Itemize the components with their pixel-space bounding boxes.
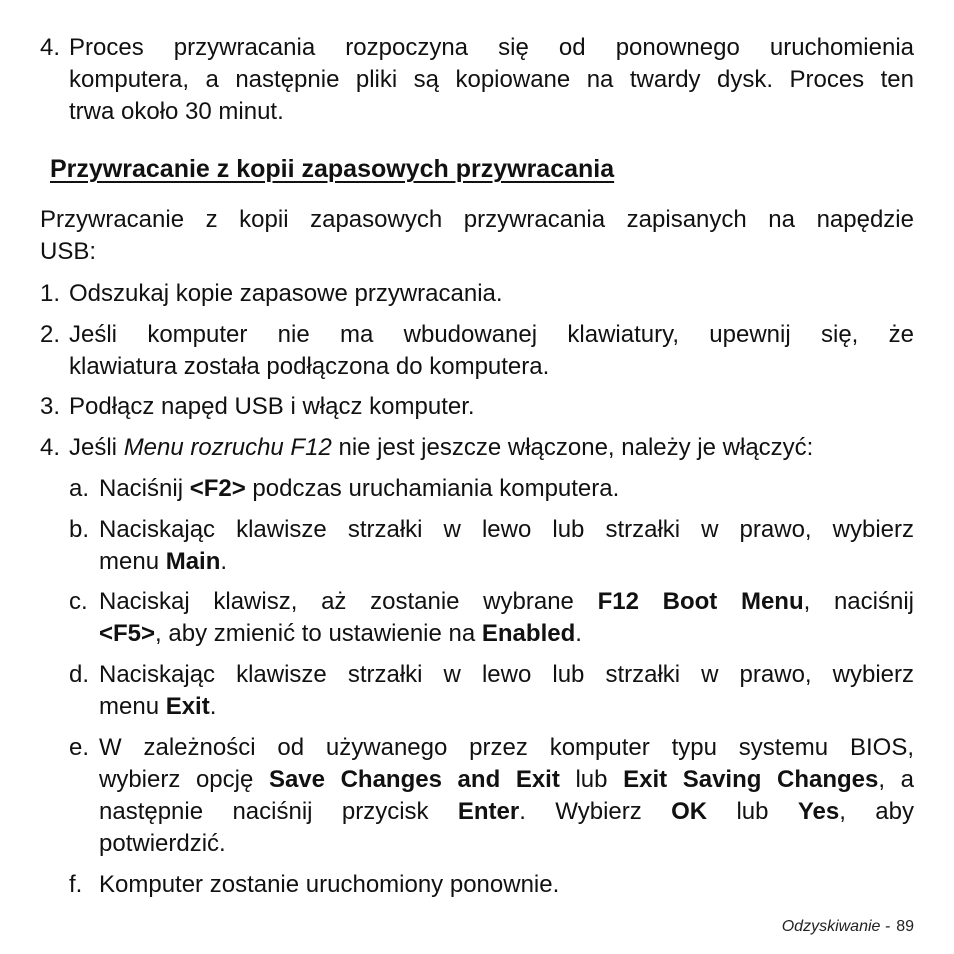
substep-text: [99, 586, 914, 650]
step-text: [69, 319, 914, 383]
text-line: Komputer zostanie uruchomiony ponownie.: [99, 871, 560, 898]
substep-text: [99, 659, 914, 723]
step-number: 1.: [40, 280, 61, 307]
text-run: wybierz opcję: [99, 766, 269, 793]
text-run: podczas uruchamiania komputera.: [245, 475, 620, 502]
substep-text: [99, 869, 914, 901]
text-run: .: [575, 620, 582, 647]
substep-text: [99, 732, 914, 860]
step-text: [69, 32, 914, 128]
step-number: 2.: [40, 321, 61, 348]
footer-section-name: Odzyskiwanie -: [781, 918, 891, 935]
substep-label: b.: [69, 516, 90, 543]
text-line: Naciskając klawisze strzałki w lewo lub strzałki w prawo, wybierz: [99, 516, 914, 543]
text-run: lub: [707, 798, 798, 825]
text-line: [99, 586, 914, 618]
text-line: [99, 764, 914, 796]
text-line: [99, 796, 914, 828]
setting-value: Enabled: [481, 620, 576, 647]
text-line: Proces przywracania rozpoczyna się od ponownego uruchomienia: [69, 34, 914, 61]
text-line: Naciskając klawisze strzałki w lewo lub strzałki w prawo, wybierz: [99, 661, 914, 688]
text-line: Podłącz napęd USB i włącz komputer.: [69, 393, 475, 420]
substep-text: [99, 514, 914, 578]
text-run: .: [220, 548, 228, 575]
option-name: OK: [671, 798, 708, 825]
step-text: [69, 432, 914, 464]
menu-option: Save Changes and Exit: [268, 766, 560, 793]
text-line: klawiatura została podłączona do komputera.: [69, 353, 550, 380]
text-run: . Wybierz: [519, 798, 672, 825]
text-run: Naciskaj klawisz, aż zostanie wybrane: [99, 588, 598, 615]
text-line: potwierdzić.: [99, 830, 226, 857]
key-name: Enter: [457, 798, 520, 825]
text-line: trwa około 30 minut.: [69, 98, 284, 125]
page-footer: [782, 918, 914, 936]
text-run: Jeśli: [69, 434, 118, 461]
text-run: .: [209, 693, 217, 720]
menu-option: F12 Boot Menu: [597, 588, 804, 615]
text-run: menu: [99, 548, 166, 575]
text-line: [99, 618, 914, 650]
text-run: nie jest jeszcze włączone, należy je włączyć:: [338, 434, 814, 461]
text-line: W zależności od używanego przez komputer typu systemu BIOS,: [99, 734, 914, 761]
substep-label: e.: [69, 734, 90, 761]
text-line: [99, 546, 914, 578]
menu-name-italic: Menu rozruchu F12: [123, 434, 332, 461]
text-run: Naciśnij: [99, 475, 190, 502]
text-line: Przywracanie z kopii zapasowych przywracania zapisanych na napędzie: [40, 206, 914, 233]
text-run: następnie naciśnij przycisk: [99, 798, 458, 825]
text-run: lub: [559, 766, 624, 793]
step-text: [69, 391, 914, 423]
menu-name: Main: [165, 548, 221, 575]
section-heading: Przywracanie z kopii zapasowych przywracania: [50, 155, 615, 183]
menu-name: Exit: [165, 693, 210, 720]
text-run: , aby zmienić to ustawienie na: [155, 620, 482, 647]
step-text: [69, 278, 914, 310]
substep-label: d.: [69, 661, 90, 688]
text-line: [99, 473, 914, 505]
text-line: Jeśli komputer nie ma wbudowanej klawiatury, upewnij się, że: [69, 321, 914, 348]
text-run: menu: [99, 693, 166, 720]
key-name: <F5>: [99, 620, 156, 647]
text-run: , naciśnij: [803, 588, 914, 615]
option-name: Yes: [797, 798, 840, 825]
step-number: 4.: [40, 434, 61, 461]
substep-label: c.: [69, 588, 88, 615]
text-run: , aby: [839, 798, 914, 825]
text-line: USB:: [40, 238, 97, 265]
substep-label: a.: [69, 475, 90, 502]
menu-option: Exit Saving Changes: [623, 766, 879, 793]
text-line: komputera, a następnie pliki są kopiowane na twardy dysk. Proces ten: [69, 66, 914, 93]
text-line: [69, 432, 914, 464]
text-line: [99, 691, 914, 723]
text-run: , a: [878, 766, 914, 793]
step-number: 4.: [40, 34, 61, 61]
page-number: 89: [896, 918, 914, 935]
substep-text: [99, 473, 914, 505]
text-line: Odszukaj kopie zapasowe przywracania.: [69, 280, 503, 307]
step-number: 3.: [40, 393, 61, 420]
section-intro: [40, 204, 914, 268]
key-name: <F2>: [189, 475, 246, 502]
substep-label: f.: [69, 871, 83, 898]
